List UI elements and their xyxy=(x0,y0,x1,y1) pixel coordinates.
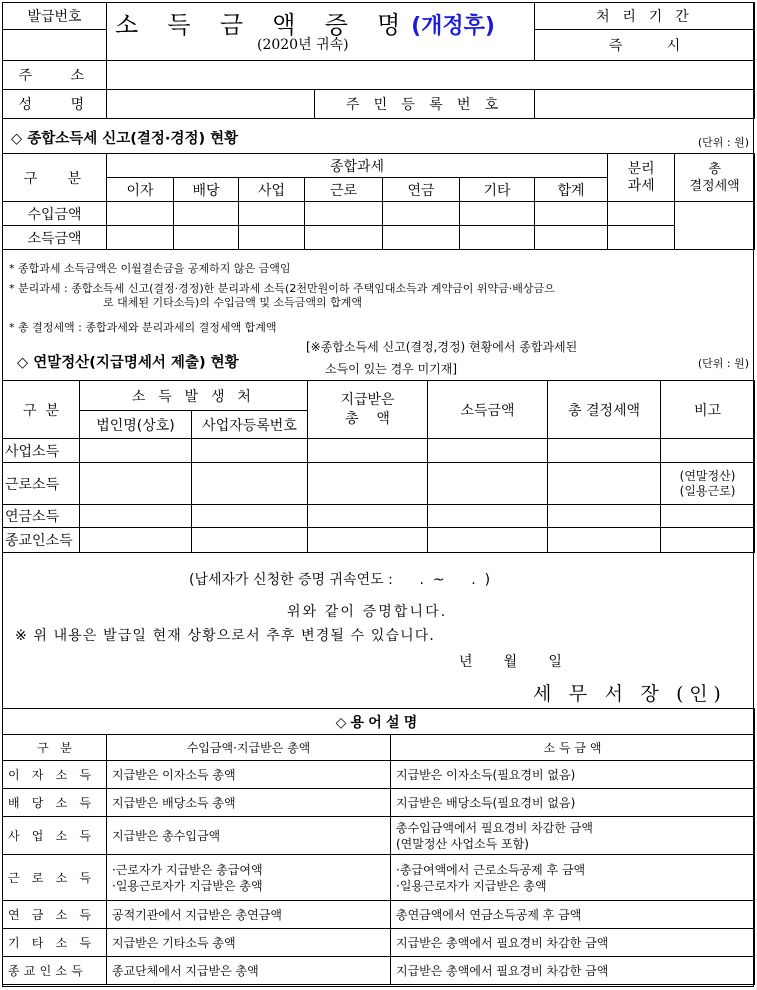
header-table xyxy=(2,2,755,61)
glossary-revenue: 종교단체에서 지급받은 총액 xyxy=(107,957,391,985)
g-col-revenue: 수입금액·지급받은 총액 xyxy=(107,735,391,761)
processing-period-label: 처 리 기 간 xyxy=(535,3,755,30)
glossary-income: 지급받은 총액에서 필요경비 차감한 금액 xyxy=(391,929,755,957)
s2-note-cell[interactable] xyxy=(661,463,755,505)
s1-value-cell[interactable] xyxy=(383,226,460,250)
resident-no-label: 주 민 등 록 번 호 xyxy=(315,90,535,119)
s2-value-cell[interactable] xyxy=(80,439,192,463)
processing-period-value: 즉 시 xyxy=(535,30,755,61)
s2-value-cell[interactable] xyxy=(192,505,308,528)
issue-no-label: 발급번호 xyxy=(3,3,107,30)
section1-title: ◇ 종합소득세 신고(결정·경정) 현황 xyxy=(11,131,239,147)
glossary-table xyxy=(2,708,755,985)
s1-value-cell[interactable] xyxy=(535,226,608,250)
s2-value-cell[interactable] xyxy=(308,439,428,463)
glossary-income: 지급받은 이자소득(필요경비 없음) xyxy=(391,761,755,789)
certify-line: 위와 같이 증명합니다. xyxy=(287,604,448,620)
s1-col-2: 사업 xyxy=(239,178,305,202)
s2-value-cell[interactable] xyxy=(80,505,192,528)
s2-value-cell[interactable] xyxy=(428,439,548,463)
s1-value-cell[interactable] xyxy=(305,226,383,250)
s2-value-cell[interactable] xyxy=(192,439,308,463)
s2-note-cell[interactable] xyxy=(661,528,755,553)
certificate-page xyxy=(2,2,754,987)
s2-col-note: 비고 xyxy=(661,381,755,439)
s1-col-group: 종합과세 xyxy=(107,154,608,178)
s1-value-cell[interactable] xyxy=(239,226,305,250)
s2-value-cell[interactable] xyxy=(308,528,428,553)
s2-value-cell[interactable] xyxy=(80,528,192,553)
s1-value-cell[interactable] xyxy=(305,202,383,226)
glossary-income: ·총급여액에서 근로소득공제 후 금액 ·일용근로자가 지급받은 총액 xyxy=(391,855,755,901)
name-label: 성 명 xyxy=(3,90,107,119)
s1-col-6: 합계 xyxy=(535,178,608,202)
labor-note-yearend: (연말정산) xyxy=(679,468,736,483)
glossary-term: 기 타 소 득 xyxy=(3,929,107,957)
issuer: 세 무 서 장 (인) xyxy=(533,683,727,705)
glossary-row xyxy=(3,929,755,957)
income-tax-table xyxy=(2,153,755,250)
resident-no-value[interactable] xyxy=(535,90,755,119)
glossary-row xyxy=(3,957,755,985)
s2-col-gubun: 구 분 xyxy=(3,381,80,439)
s2-col-bizno: 사업자등록번호 xyxy=(192,411,308,439)
year-end-table xyxy=(2,380,755,553)
g-col-income: 소 득 금 액 xyxy=(391,735,755,761)
s1-col-gubun: 구 분 xyxy=(3,154,107,202)
glossary-revenue: 지급받은 배당소득 총액 xyxy=(107,789,391,817)
s1-value-cell[interactable] xyxy=(535,202,608,226)
section2-title: ◇ 연말정산(지급명세서 제출) 현황 xyxy=(17,355,239,371)
name-value[interactable] xyxy=(107,90,315,119)
s2-row-label: 사업소득 xyxy=(3,439,80,463)
glossary-income: 총수입금액에서 필요경비 차감한 금액 (연말정산 사업소득 포함) xyxy=(391,817,755,855)
glossary-title: ◇용어설명 xyxy=(3,709,755,735)
s2-value-cell[interactable] xyxy=(192,463,308,505)
s2-note-cell[interactable] xyxy=(661,439,755,463)
glossary-row xyxy=(3,761,755,789)
s1-value-cell[interactable] xyxy=(608,202,675,226)
s1-col-1: 배당 xyxy=(174,178,239,202)
glossary-term: 근 로 소 득 xyxy=(3,855,107,901)
year-line: (납세자가 신청한 증명 귀속연도 : . ~ . ) xyxy=(189,572,491,588)
glossary-row xyxy=(3,855,755,901)
s2-col-paid: 지급받은 총 액 xyxy=(308,381,428,439)
labor-note-daily: (일용근로) xyxy=(679,483,736,498)
s2-col-income: 소득금액 xyxy=(428,381,548,439)
s2-value-cell[interactable] xyxy=(192,528,308,553)
page-subtitle: (2020년 귀속) xyxy=(257,37,349,53)
address-label: 주 소 xyxy=(3,61,107,90)
s1-value-cell[interactable] xyxy=(460,226,535,250)
section2-unit: (단위 : 원) xyxy=(697,357,749,370)
note-1: * 종합과세 소득금액은 이월결손금을 공제하지 않은 금액임 xyxy=(9,262,291,275)
s2-value-cell[interactable] xyxy=(308,505,428,528)
glossary-revenue: 지급받은 총수입금액 xyxy=(107,817,391,855)
s1-col-total-tax: 총 결정세액 xyxy=(675,154,755,202)
glossary-row xyxy=(3,901,755,929)
s1-col-4: 연금 xyxy=(383,178,460,202)
section2-remark-1: [※종합소득세 신고(결정,경정) 현황에서 종합과세된 xyxy=(306,340,578,354)
section1-unit: (단위 : 원) xyxy=(697,136,749,149)
note-4: * 총 결정세액 : 종합과세와 분리과세의 결정세액 합계액 xyxy=(9,321,277,334)
s1-value-cell[interactable] xyxy=(107,226,174,250)
glossary-revenue: 지급받은 이자소득 총액 xyxy=(107,761,391,789)
s2-col-tax: 총 결정세액 xyxy=(548,381,661,439)
s1-col-3: 근로 xyxy=(305,178,383,202)
glossary-term: 배 당 소 득 xyxy=(3,789,107,817)
s1-col-0: 이자 xyxy=(107,178,174,202)
s2-value-cell[interactable] xyxy=(80,463,192,505)
s1-value-cell[interactable] xyxy=(383,202,460,226)
glossary-row xyxy=(3,789,755,817)
glossary-revenue: 공적기관에서 지급받은 총연금액 xyxy=(107,901,391,929)
s2-row-label: 근로소득 xyxy=(3,463,80,505)
glossary-term: 종교인소득 xyxy=(3,957,107,985)
glossary-term: 이 자 소 득 xyxy=(3,761,107,789)
warning-line: ※ 위 내용은 발급일 현재 상황으로서 추후 변경될 수 있습니다. xyxy=(15,628,436,644)
s1-value-cell[interactable] xyxy=(460,202,535,226)
glossary-term: 연 금 소 득 xyxy=(3,901,107,929)
s1-value-cell[interactable] xyxy=(174,202,239,226)
glossary-term: 사 업 소 득 xyxy=(3,817,107,855)
s2-value-cell[interactable] xyxy=(308,463,428,505)
s2-note-cell[interactable] xyxy=(661,505,755,528)
section2-remark-2: 소득이 있는 경우 미기재] xyxy=(325,362,458,376)
s2-value-cell[interactable] xyxy=(428,463,548,505)
glossary-income: 지급받은 배당소득(필요경비 없음) xyxy=(391,789,755,817)
glossary-income: 지급받은 총액에서 필요경비 차감한 금액 xyxy=(391,957,755,985)
s2-value-cell[interactable] xyxy=(428,505,548,528)
s1-value-cell[interactable] xyxy=(174,226,239,250)
issue-date: 년 월 일 xyxy=(459,654,562,670)
issue-no-value[interactable] xyxy=(3,30,107,61)
s2-value-cell[interactable] xyxy=(548,505,661,528)
glossary-income: 총연금액에서 연금소득공제 후 금액 xyxy=(391,901,755,929)
s1-value-cell[interactable] xyxy=(239,202,305,226)
s1-col-5: 기타 xyxy=(460,178,535,202)
s2-row-label: 연금소득 xyxy=(3,505,80,528)
g-col-gubun: 구 분 xyxy=(3,735,107,761)
s1-row-label: 수입금액 xyxy=(3,202,107,226)
s1-col-separate: 분리과세 xyxy=(608,154,675,202)
s2-value-cell[interactable] xyxy=(548,439,661,463)
s2-row-label: 종교인소득 xyxy=(3,528,80,553)
note-3: 로 대체된 기타소득)의 수입금액 및 소득금액의 합계액 xyxy=(103,296,363,309)
title-cell xyxy=(107,3,535,61)
title-suffix: (개정후) xyxy=(411,14,495,39)
glossary-row xyxy=(3,817,755,855)
s1-value-cell[interactable] xyxy=(107,202,174,226)
s1-row-label: 소득금액 xyxy=(3,226,107,250)
s2-value-cell[interactable] xyxy=(548,528,661,553)
s2-value-cell[interactable] xyxy=(548,463,661,505)
s1-value-cell[interactable] xyxy=(608,226,675,250)
glossary-revenue: ·근로자가 지급받은 총급여액 ·일용근로자가 지급받은 총액 xyxy=(107,855,391,901)
glossary-revenue: 지급받은 기타소득 총액 xyxy=(107,929,391,957)
address-value[interactable] xyxy=(107,61,755,90)
info-table xyxy=(2,60,755,119)
s2-value-cell[interactable] xyxy=(428,528,548,553)
s2-col-source: 소 득 발 생 처 xyxy=(80,381,308,411)
note-2: * 분리과세 : 종합소득세 신고(결정·경정)한 분리과세 소득(2천만원이하 주택임대소득과 계약금이 위약금·배상금으 xyxy=(9,282,555,295)
page-title: 소 득 금 액 증 명 xyxy=(115,11,412,39)
s2-col-corp: 법인명(상호) xyxy=(80,411,192,439)
s1-total-tax-value[interactable] xyxy=(675,202,755,250)
